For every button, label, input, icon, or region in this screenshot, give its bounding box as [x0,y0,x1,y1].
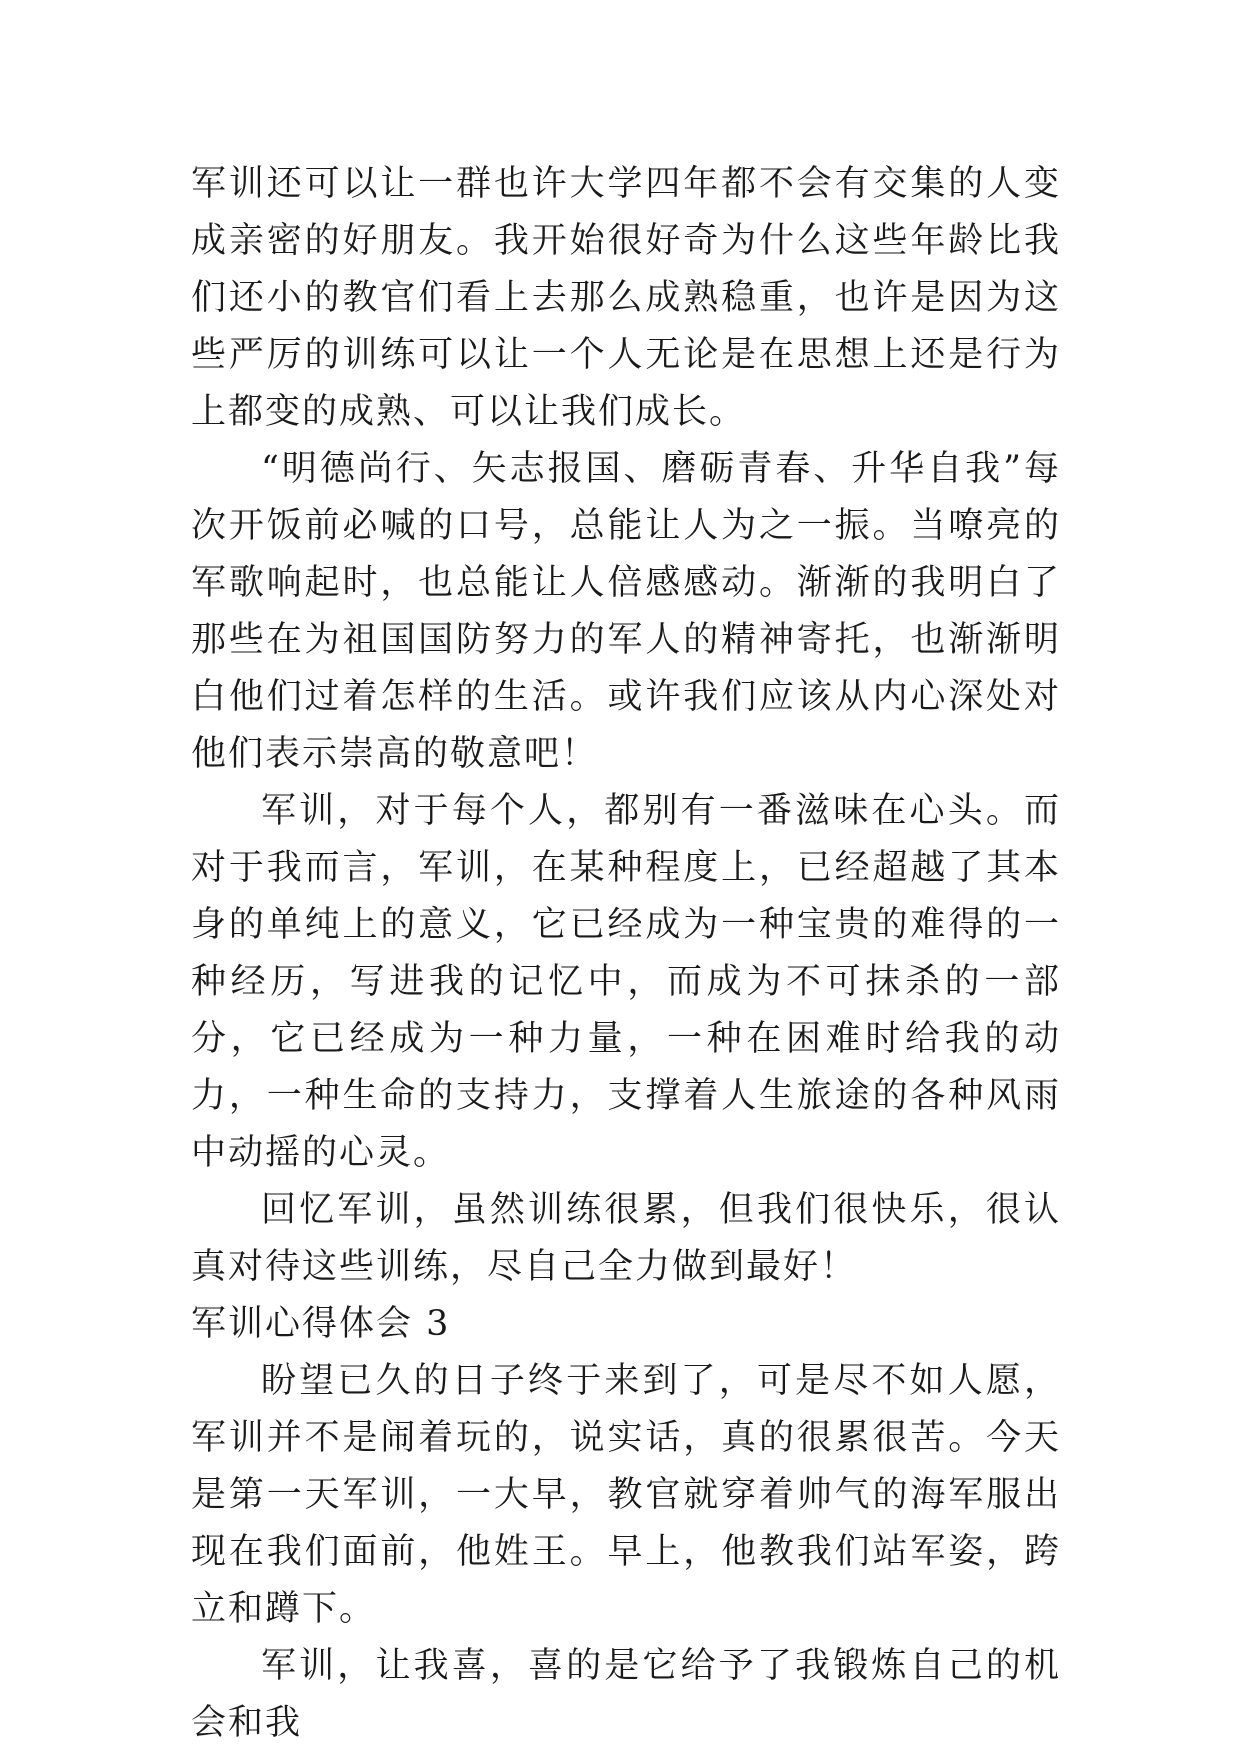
paragraph-first-day: 盼望已久的日子终于来到了，可是尽不如人愿，军训并不是闹着玩的，说实话，真的很累很苦。今天是第一天军训，一大早，教官就穿着帅气的海军服出现在我们面前，他姓王。早上，他教我们站军姿，跨立和蹲下。 [191,1361,1061,1629]
paragraph-joy: 军训，让我喜，喜的是它给予了我锻炼自己的机会和我 [191,1646,1061,1743]
paragraph-meaning: 军训，对于每个人，都别有一番滋味在心头。而对于我而言，军训，在某种程度上，已经超越了其本身的单纯上的意义，它已经成为一种宝贵的难得的一种经历，写进我的记忆中，而成为不可抹杀的一部分，它已经成为一种力量，一种在困难时给我的动力，一种生命的支持力，支撑着人生旅途的各种风雨中动摇的心灵。 [191,791,1061,1173]
paragraph-recall: 回忆军训，虽然训练很累，但我们很快乐，很认真对待这些训练，尽自己全力做到最好！ [191,1190,1061,1287]
paragraph-motto: “明德尚行、矢志报国、磨砺青春、升华自我”每次开饭前必喊的口号，总能让人为之一振。当嘹亮的军歌响起时，也总能让人倍感感动。渐渐的我明白了那些在为祖国国防努力的军人的精神寄托，也渐渐明白他们过着怎样的生活。或许我们应该从内心深处对他们表示崇高的敬意吧！ [191,449,1061,774]
document-body [191,156,1061,1752]
section-title: 军训心得体会 3 [191,1304,451,1344]
paragraph-continued: 军训还可以让一群也许大学四年都不会有交集的人变成亲密的好朋友。我开始很好奇为什么这些年龄比我们还小的教官们看上去那么成熟稳重，也许是因为这些严厉的训练可以让一个人无论是在思想上还是行为上都变的成熟、可以让我们成长。 [191,164,1061,432]
